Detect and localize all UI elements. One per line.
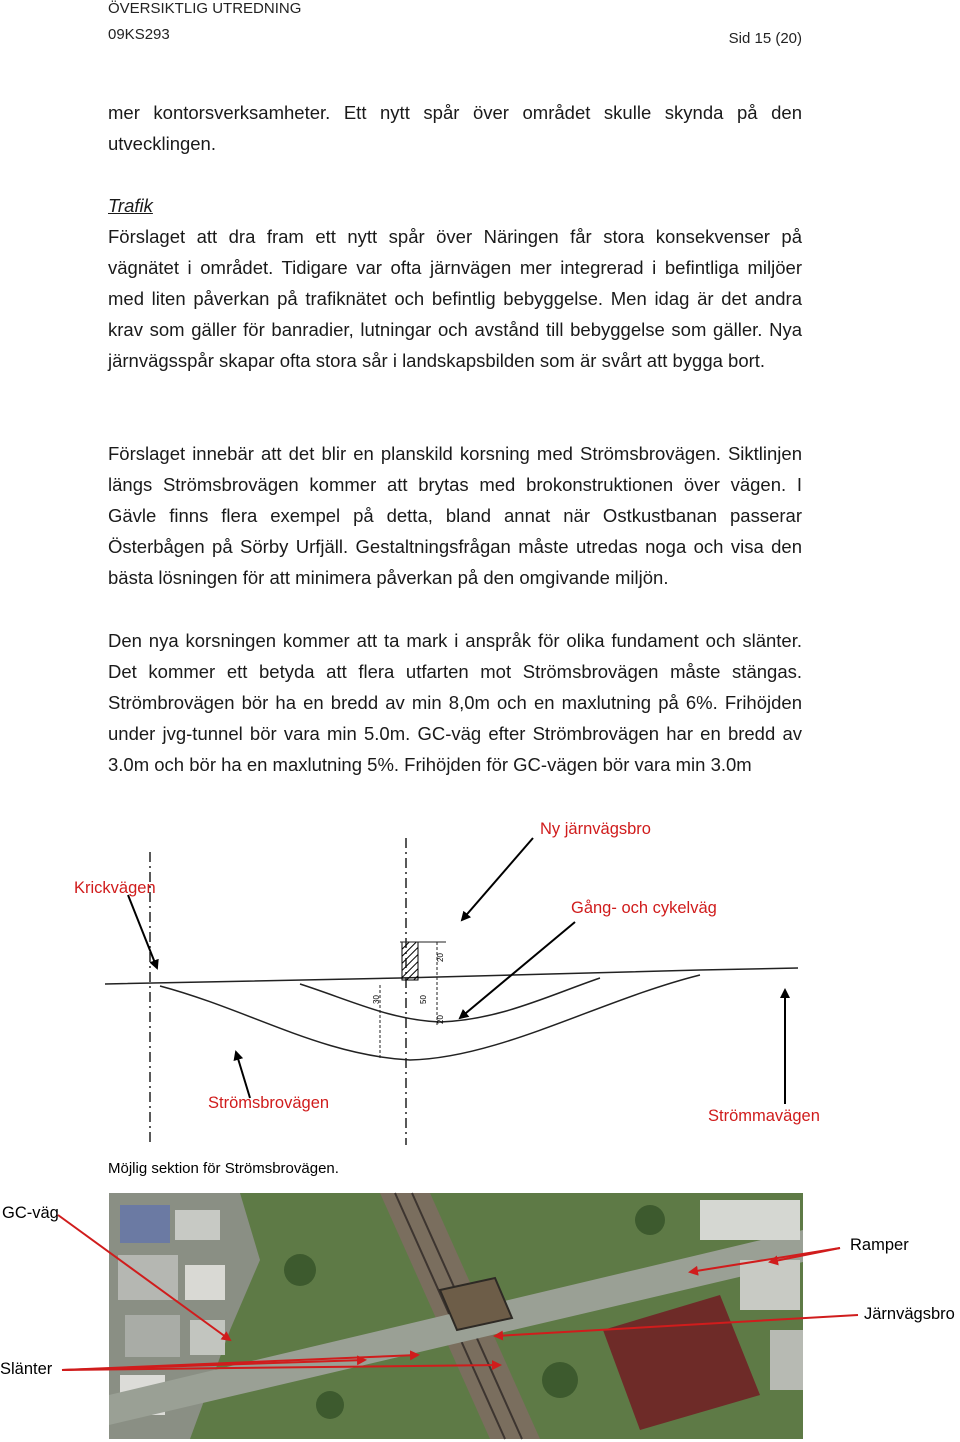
traffic-heading: Trafik [108,195,153,216]
paragraph-4: Den nya korsningen kommer att ta mark i anspråk för olika fundament och slänter. Det kommer ett betyda att flera utfarten mot Strömsbrovägen måste stängas. Strömbrovägen bör ha en bredd av min 8,0m och en maxlutning på 6%. Frihöjden under jvg-tunnel bör vara min 5.0m. GC-väg efter Strömbrovägen har en bredd av 3.0m och bör ha en maxlutning 5%. Frihöjden för GC-vägen bör vara min 3.0m [108,630,802,775]
document-code: 09KS293 [108,26,170,43]
bridge-pillar [402,942,418,980]
label-strommavagen: Strömmavägen [708,1107,820,1125]
paragraph-2: Förslaget att dra fram ett nytt spår över Näringen får stora konsekvenser på vägnätet i området. Tidigare var ofta järnvägen mer integrerad i befintliga miljöer med liten påverkan på trafiknätet och befintlig bebyggelse. Men idag är det andra krav som gäller för banradier, lutningar och avstånd till bebyggelse som gäller. Nya järnvägsspår skapar ofta stora sår i landskapsbilden som är svårt att bygga bort. [108,226,802,371]
paragraph-3: Förslaget innebär att det blir en planskild korsning med Strömsbrovägen. Siktlinjen längs Strömsbrovägen kommer att brytas med brokonstruktionen över vägen. I Gävle finns flera exempel på detta, bland annat när Ostkustbanan passerar Österbågen på Sörby Urfjäll. Gestaltningsfrågan måste utredas noga och visa den bästa lösningen för att minimera påverkan på den omgivande miljön. [108,443,802,588]
label-slanter: Slänter [0,1360,53,1378]
label-ramper: Ramper [850,1236,909,1254]
label-ny-jarnvagsbro: Ny järnvägsbro [540,820,651,838]
dim-label-1: 20 [436,953,445,962]
label-gc-vag: GC-väg [2,1204,59,1222]
paragraph-1: mer kontorsverksamheter. Ett nytt spår över området skulle skynda på den utvecklingen. [108,102,802,154]
arrow-ny-jarnvagsbro [462,838,533,920]
arrow-gang-cykel [460,922,575,1018]
label-krickvagen: Krickvägen [74,879,156,897]
arrow-stromsbrovagen [236,1052,250,1098]
gc-dip-curve [300,978,600,1022]
arrow-krickvagen [128,895,157,968]
dim-label-4: 20 [436,1015,445,1024]
road-dip-curve [160,975,700,1060]
page-number: Sid 15 (20) [728,30,802,47]
figure-caption: Möjlig sektion för Strömsbrovägen. [108,1160,339,1177]
dim-label-2: 30 [372,995,381,1004]
dim-label-3: 50 [419,995,428,1004]
document-title: ÖVERSIKTLIG UTREDNING [108,0,302,17]
label-gang-cykel: Gång- och cykelväg [571,899,717,917]
label-jarnvagsbro: Järnvägsbro [864,1305,955,1323]
aerial-photo [109,1193,803,1439]
label-stromsbrovagen: Strömsbrovägen [208,1094,330,1112]
